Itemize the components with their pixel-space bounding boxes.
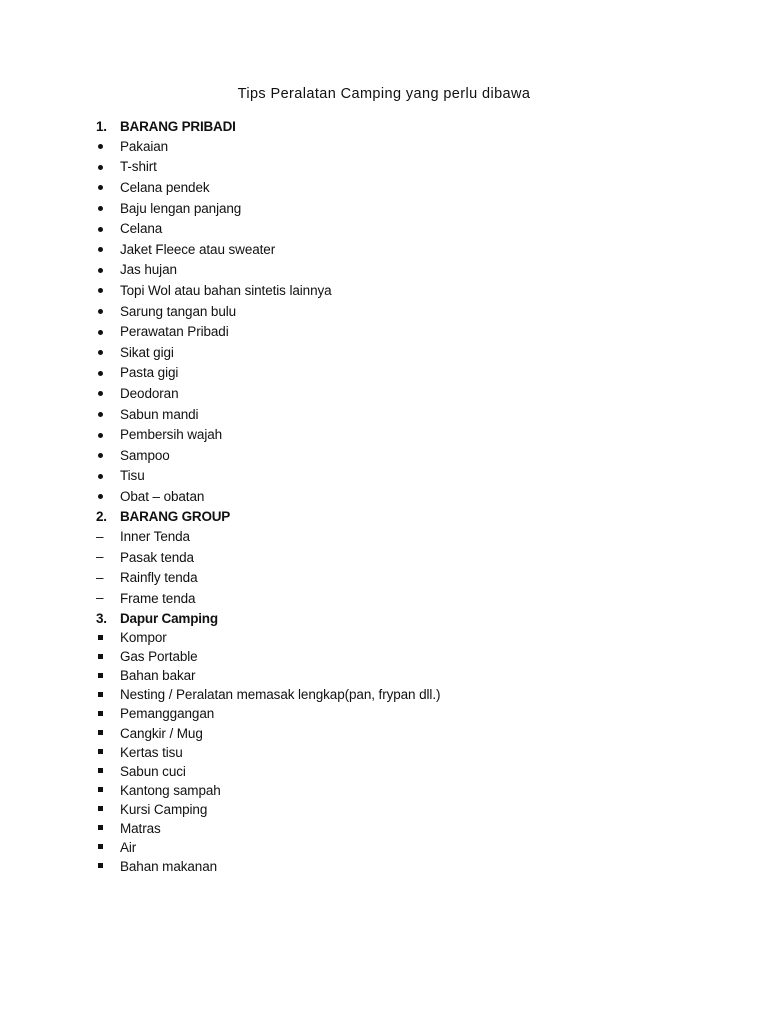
- section-title: Dapur Camping: [120, 610, 218, 626]
- square-marker-icon: [96, 743, 120, 762]
- list-item-text: Kantong sampah: [120, 782, 221, 798]
- list-item-text: Gas Portable: [120, 649, 198, 665]
- list-item-text: Celana: [120, 221, 163, 237]
- list-item-text: Baju lengan panjang: [120, 200, 242, 216]
- list-item: [96, 466, 716, 487]
- square-marker-icon: [96, 628, 120, 647]
- list-item-text: Sarung tangan bulu: [120, 303, 237, 319]
- list-item-text: Bahan bakar: [120, 668, 196, 684]
- list-item-text: Tisu: [120, 468, 145, 484]
- list-item: [96, 567, 716, 587]
- bullet-marker-icon: [96, 342, 120, 363]
- list-item: [96, 157, 716, 178]
- list-item-text: Sampoo: [120, 447, 170, 463]
- square-marker-icon: [96, 647, 120, 666]
- bullet-marker-icon: [96, 404, 120, 425]
- list-item: [96, 177, 716, 198]
- dash-marker-icon: [96, 527, 120, 547]
- list-item-text: Bahan makanan: [120, 858, 218, 874]
- list-item-text: Jas hujan: [120, 262, 177, 278]
- list-item: [96, 445, 716, 466]
- section-dapur-camping: [96, 608, 716, 876]
- list-item-text: Pakaian: [120, 138, 169, 154]
- list-item: [96, 218, 716, 239]
- list-item: [96, 628, 716, 647]
- list-item-text: Topi Wol atau bahan sintetis lainnya: [120, 282, 332, 298]
- section-title: BARANG PRIBADI: [120, 118, 236, 134]
- list-item: [96, 781, 716, 800]
- list-item-text: T-shirt: [120, 159, 157, 175]
- list-item: [96, 136, 716, 157]
- list-item: [96, 819, 716, 838]
- bullet-list: [96, 136, 716, 507]
- dash-marker-icon: [96, 547, 120, 567]
- list-item: [96, 704, 716, 723]
- bullet-marker-icon: [96, 383, 120, 404]
- list-item-text: Celana pendek: [120, 179, 210, 195]
- square-marker-icon: [96, 666, 120, 685]
- section-number: 1.: [96, 118, 107, 134]
- list-item-text: Deodoran: [120, 385, 179, 401]
- list-item: [96, 547, 716, 567]
- square-marker-icon: [96, 762, 120, 781]
- section-barang-pribadi: [96, 116, 716, 507]
- section-barang-group: [96, 507, 716, 609]
- dash-list: [96, 527, 716, 609]
- list-item-text: Frame tenda: [120, 590, 196, 606]
- list-item-text: Kertas tisu: [120, 744, 183, 760]
- square-marker-icon: [96, 819, 120, 838]
- list-item-text: Sabun cuci: [120, 763, 186, 779]
- section-title: BARANG GROUP: [120, 509, 231, 525]
- square-marker-icon: [96, 781, 120, 800]
- square-marker-icon: [96, 800, 120, 819]
- list-item-text: Kursi Camping: [120, 801, 208, 817]
- list-item-text: Air: [120, 839, 137, 855]
- list-item: [96, 762, 716, 781]
- list-item-text: Kompor: [120, 630, 167, 646]
- list-item: [96, 424, 716, 445]
- list-item-text: Jaket Fleece atau sweater: [120, 241, 276, 257]
- list-item: [96, 666, 716, 685]
- list-item: [96, 198, 716, 219]
- section-heading: [96, 507, 716, 527]
- square-marker-icon: [96, 857, 120, 876]
- section-heading: [96, 116, 716, 136]
- bullet-marker-icon: [96, 445, 120, 466]
- list-item: [96, 321, 716, 342]
- square-marker-icon: [96, 838, 120, 857]
- list-item-text: Obat – obatan: [120, 488, 205, 504]
- bullet-marker-icon: [96, 260, 120, 281]
- list-item: [96, 342, 716, 363]
- dash-marker-icon: [96, 588, 120, 608]
- list-item: [96, 383, 716, 404]
- bullet-marker-icon: [96, 177, 120, 198]
- bullet-marker-icon: [96, 218, 120, 239]
- list-item-text: Matras: [120, 820, 161, 836]
- list-item: [96, 260, 716, 281]
- list-item-text: Pasak tenda: [120, 549, 194, 565]
- list-item: [96, 363, 716, 384]
- list-item: [96, 800, 716, 819]
- list-item: [96, 743, 716, 762]
- list-item-text: Rainfly tenda: [120, 570, 198, 586]
- list-item: [96, 723, 716, 742]
- bullet-marker-icon: [96, 136, 120, 157]
- bullet-marker-icon: [96, 280, 120, 301]
- bullet-marker-icon: [96, 363, 120, 384]
- list-item-text: Inner Tenda: [120, 529, 190, 545]
- list-item: [96, 280, 716, 301]
- bullet-marker-icon: [96, 466, 120, 487]
- section-heading: [96, 608, 716, 628]
- list-item-text: Sikat gigi: [120, 344, 174, 360]
- list-item: [96, 486, 716, 507]
- list-item-text: Pemanggangan: [120, 706, 215, 722]
- document-title: Tips Peralatan Camping yang perlu dibawa: [237, 86, 531, 102]
- list-item: [96, 239, 716, 260]
- document-body: [96, 116, 716, 876]
- list-item: [96, 857, 716, 876]
- square-marker-icon: [96, 723, 120, 742]
- list-item-text: Cangkir / Mug: [120, 725, 203, 741]
- bullet-marker-icon: [96, 424, 120, 445]
- list-item-text: Pasta gigi: [120, 365, 179, 381]
- bullet-marker-icon: [96, 157, 120, 178]
- list-item: [96, 647, 716, 666]
- square-marker-icon: [96, 704, 120, 723]
- list-item: [96, 588, 716, 608]
- bullet-marker-icon: [96, 239, 120, 260]
- list-item-text: Sabun mandi: [120, 406, 199, 422]
- list-item-text: Pembersih wajah: [120, 427, 223, 443]
- list-item-text: Nesting / Peralatan memasak lengkap(pan, frypan dll.): [120, 687, 441, 703]
- list-item: [96, 301, 716, 322]
- bullet-marker-icon: [96, 198, 120, 219]
- list-item: [96, 527, 716, 547]
- square-marker-icon: [96, 685, 120, 704]
- section-number: 2.: [96, 509, 107, 525]
- square-bullet-list: [96, 628, 716, 876]
- list-item: [96, 404, 716, 425]
- section-number: 3.: [96, 610, 107, 626]
- list-item: [96, 838, 716, 857]
- bullet-marker-icon: [96, 321, 120, 342]
- bullet-marker-icon: [96, 301, 120, 322]
- list-item-text: Perawatan Pribadi: [120, 324, 229, 340]
- bullet-marker-icon: [96, 486, 120, 507]
- dash-marker-icon: [96, 567, 120, 587]
- list-item: [96, 685, 716, 704]
